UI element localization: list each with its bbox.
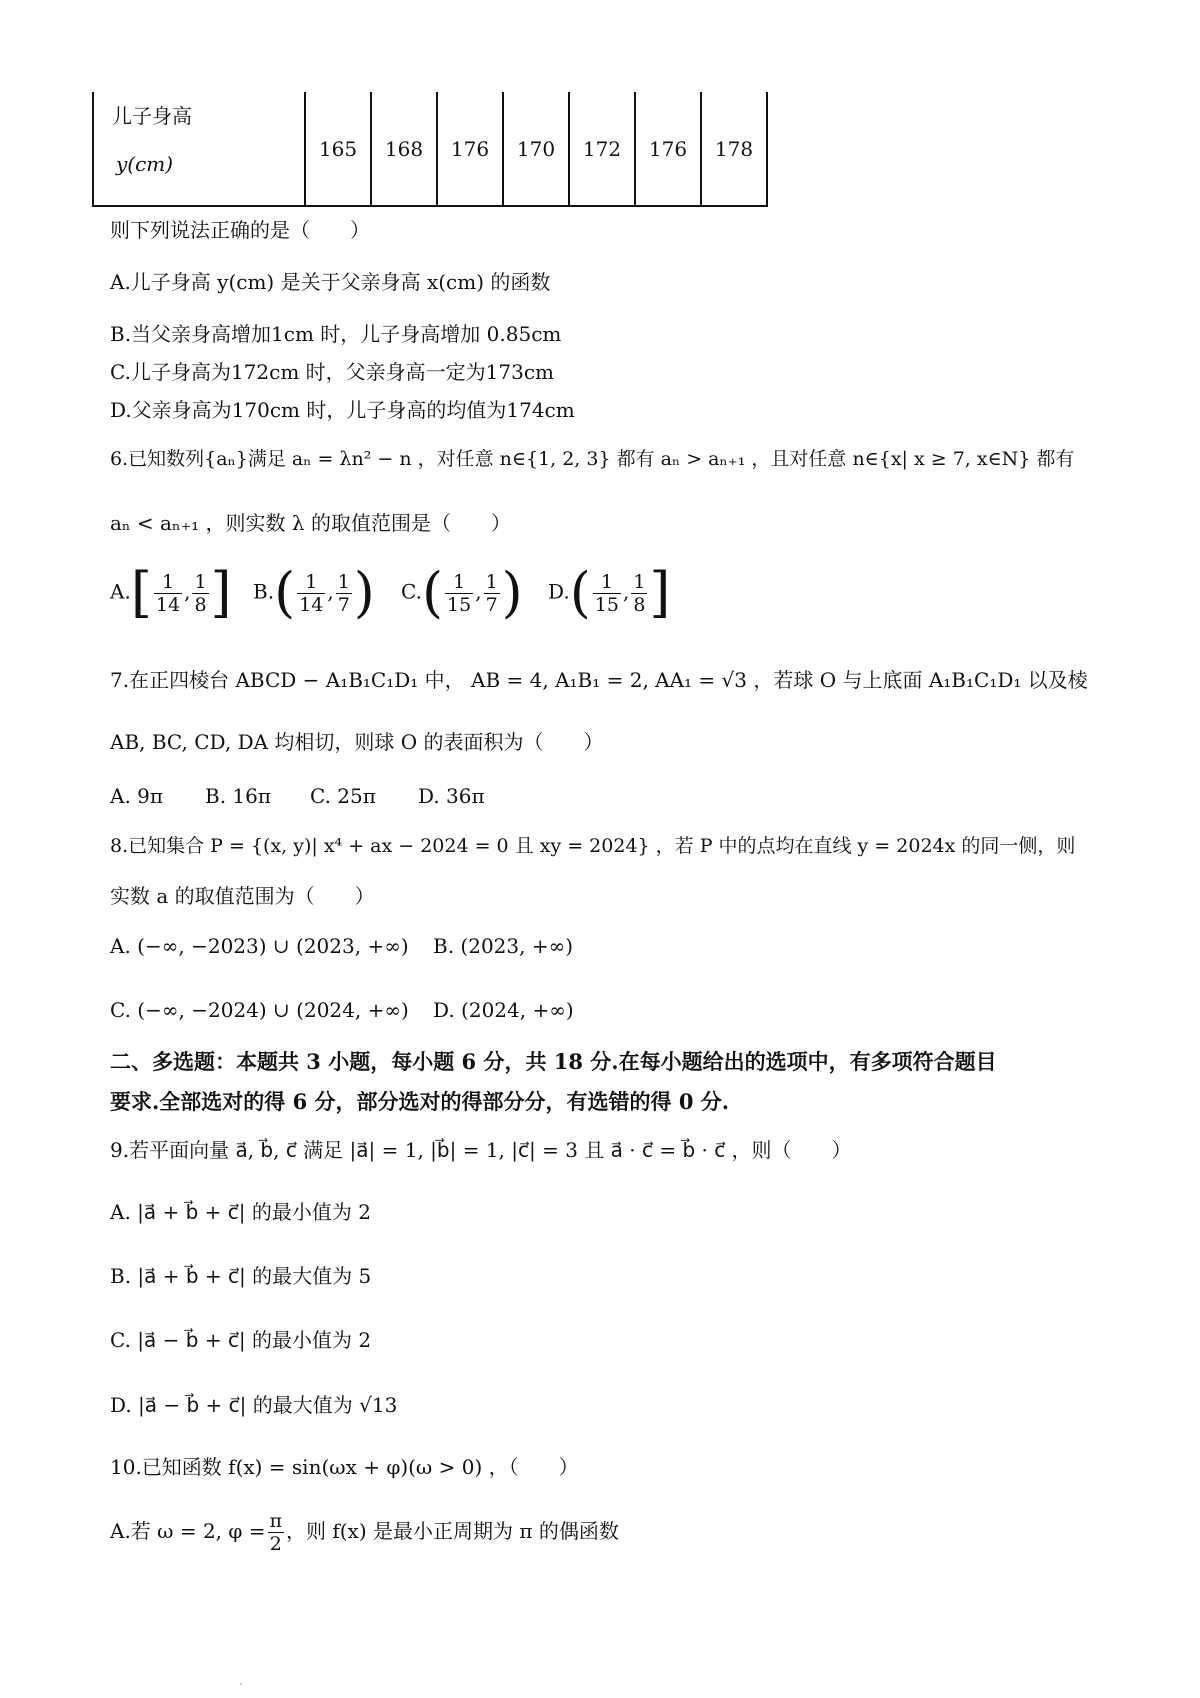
table-row-label bbox=[93, 92, 305, 206]
table-cell: 165 bbox=[305, 92, 371, 206]
q8-option-d: D. (2024, +∞) bbox=[433, 998, 574, 1022]
q5-option-d: D.父亲身高为170cm 时，儿子身高的均值为174cm bbox=[110, 398, 575, 422]
q5-option-c: C.儿子身高为172cm 时，父亲身高一定为173cm bbox=[110, 360, 554, 384]
q6-option-c: C.( $\frac{1}{15}$ , $\frac{1}{7}$ ) bbox=[401, 561, 523, 624]
q10-option-a: A.若 ω = 2, φ = $\frac{\pi}{2}$ ，则 f(x) 是最小正周期为 π 的偶函数 bbox=[110, 1510, 619, 1555]
q9-stem: 9.若平面向量 a⃗, b⃗, c⃗ 满足 |a⃗| = 1, |b⃗| = 1, |c⃗| = 3 且 a⃗ · c⃗ = b⃗ · c⃗ ，则（ ） bbox=[110, 1138, 852, 1162]
table-row bbox=[93, 92, 767, 206]
q9-option-c: C. |a⃗ − b⃗ + c⃗| 的最小值为 2 bbox=[110, 1328, 372, 1352]
q7-line2: AB, BC, CD, DA 均相切，则球 O 的表面积为（ ） bbox=[110, 730, 604, 754]
q7-option-a: A. 9π bbox=[110, 784, 164, 808]
q6-line1: 6.已知数列{aₙ}满足 aₙ = λn² − n ，对任意 n∈{1, 2, 3} 都有 aₙ > aₙ₊₁ ，且对任意 n∈{x| x ≥ 7, x∈N} 都有 bbox=[110, 448, 1075, 470]
q9-option-b: B. |a⃗ + b⃗ + c⃗| 的最大值为 5 bbox=[110, 1264, 372, 1288]
table-cell: 176 bbox=[635, 92, 701, 206]
q8-option-c: C. (−∞, −2024) ∪ (2024, +∞) bbox=[110, 998, 409, 1022]
q6-option-a: A.[ $\frac{1}{14}$ , $\frac{1}{8}$ ] bbox=[110, 561, 232, 624]
row-label-line1: 儿子身高 bbox=[112, 104, 192, 128]
section-heading-line2: 要求.全部选对的得 6 分，部分选对的得部分分，有选错的得 0 分. bbox=[110, 1089, 730, 1114]
q5-stem: 则下列说法正确的是（ ） bbox=[110, 218, 370, 242]
q7-option-b: B. 16π bbox=[205, 784, 272, 808]
table-cell: 170 bbox=[503, 92, 569, 206]
q7-option-d: D. 36π bbox=[418, 784, 485, 808]
q8-option-b: B. (2023, +∞) bbox=[433, 934, 574, 958]
q5-option-b: B.当父亲身高增加1cm 时，儿子身高增加 0.85cm bbox=[110, 322, 562, 346]
q10-stem: 10.已知函数 f(x) = sin(ωx + φ)(ω > 0) ，（ ） bbox=[110, 1455, 579, 1479]
q6-option-b: B.( $\frac{1}{14}$ , $\frac{1}{7}$ ) bbox=[253, 561, 375, 624]
q8-line1: 8.已知集合 P = {(x, y)| x⁴ + ax − 2024 = 0 且 xy = 2024} ，若 P 中的点均在直线 y = 2024x 的同一侧，则 bbox=[110, 835, 1076, 857]
q8-option-a: A. (−∞, −2023) ∪ (2023, +∞) bbox=[110, 934, 409, 958]
q9-option-d: D. |a⃗ − b⃗ + c⃗| 的最大值为 √13 bbox=[110, 1393, 398, 1417]
row-label-line2: y(cm) bbox=[116, 152, 174, 176]
height-table bbox=[92, 92, 768, 207]
q6-option-d: D.( $\frac{1}{15}$ , $\frac{1}{8}$ ] bbox=[548, 561, 671, 624]
q6-line2: aₙ < aₙ₊₁ ，则实数 λ 的取值范围是（ ） bbox=[110, 511, 511, 535]
q8-line2: 实数 a 的取值范围为（ ） bbox=[110, 884, 375, 908]
section-heading-line1: 二、多选题：本题共 3 小题，每小题 6 分，共 18 分.在每小题给出的选项中，有多项符合题目 bbox=[110, 1049, 997, 1074]
table-cell: 178 bbox=[701, 92, 767, 206]
page-mark bbox=[240, 1683, 242, 1685]
table-cell: 168 bbox=[371, 92, 437, 206]
table-cell: 172 bbox=[569, 92, 635, 206]
table-cell: 176 bbox=[437, 92, 503, 206]
q9-option-a: A. |a⃗ + b⃗ + c⃗| 的最小值为 2 bbox=[110, 1200, 371, 1224]
q7-option-c: C. 25π bbox=[310, 784, 376, 808]
q5-option-a: A.儿子身高 y(cm) 是关于父亲身高 x(cm) 的函数 bbox=[110, 270, 551, 294]
q7-line1: 7.在正四棱台 ABCD − A₁B₁C₁D₁ 中， AB = 4, A₁B₁ = 2, AA₁ = √3 ，若球 O 与上底面 A₁B₁C₁D₁ 以及棱 bbox=[110, 668, 1088, 692]
